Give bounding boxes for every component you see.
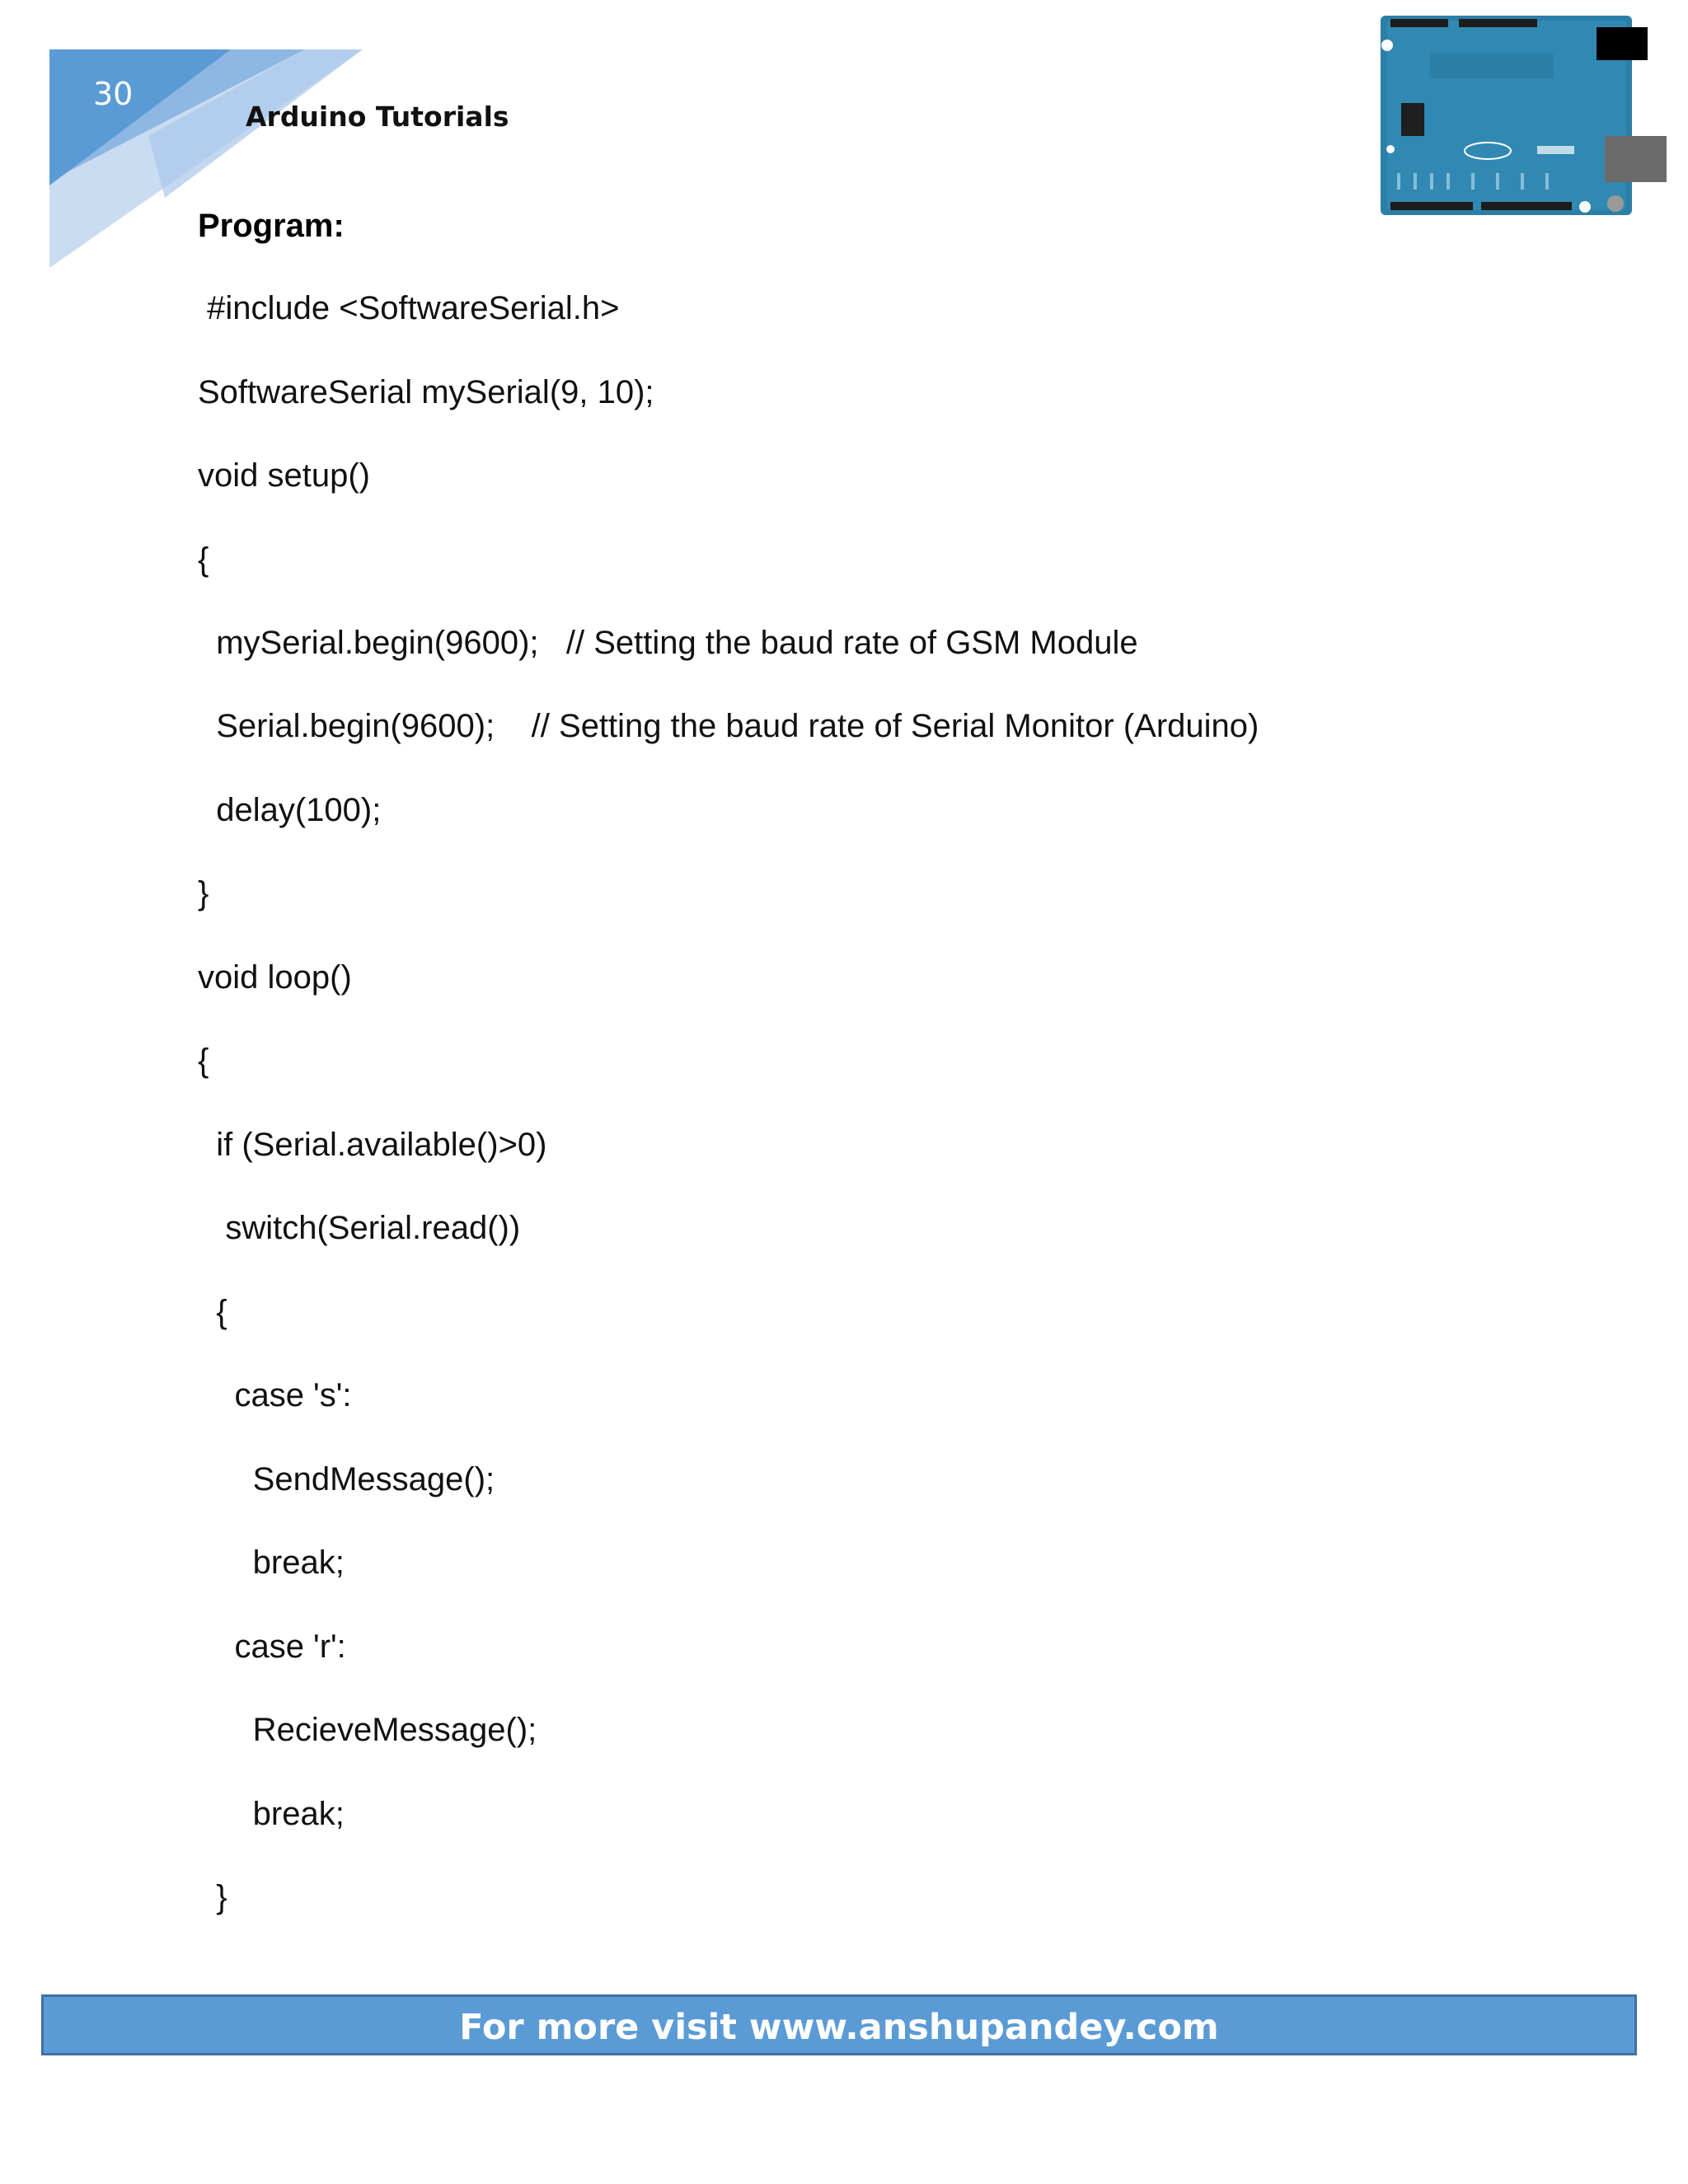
code-line: break; (198, 1796, 345, 1832)
code-line: switch(Serial.read()) (198, 1210, 521, 1246)
program-heading: Program: (198, 208, 345, 244)
code-line: #include <SoftwareSerial.h> (198, 290, 620, 326)
document-title: Arduino Tutorials (246, 101, 509, 133)
code-line: SoftwareSerial mySerial(9, 10); (198, 374, 654, 410)
code-line: { (198, 1043, 209, 1079)
code-line: { (198, 541, 209, 578)
code-line: SendMessage(); (198, 1461, 495, 1497)
code-line: RecieveMessage(); (198, 1712, 537, 1748)
page-number: 30 (93, 76, 134, 112)
footer-banner (41, 1994, 1637, 2055)
code-line: { (198, 1294, 227, 1330)
arduino-board-image (1381, 12, 1673, 218)
code-line: } (198, 1879, 227, 1915)
code-line: delay(100); (198, 792, 382, 828)
code-line: } (198, 875, 209, 912)
footer-link-text[interactable]: For more visit www.anshupandey.com (459, 2007, 1219, 2048)
code-line: Serial.begin(9600); // Setting the baud rate of Serial Monitor (Arduino) (198, 708, 1259, 744)
code-line: case 's': (198, 1377, 352, 1413)
code-line: break; (198, 1544, 345, 1581)
code-line: mySerial.begin(9600); // Setting the baud rate of GSM Module (198, 625, 1138, 661)
code-line: if (Serial.available()>0) (198, 1127, 547, 1163)
code-line: void setup() (198, 457, 370, 494)
code-line: case 'r': (198, 1629, 346, 1665)
code-line: void loop() (198, 959, 352, 996)
